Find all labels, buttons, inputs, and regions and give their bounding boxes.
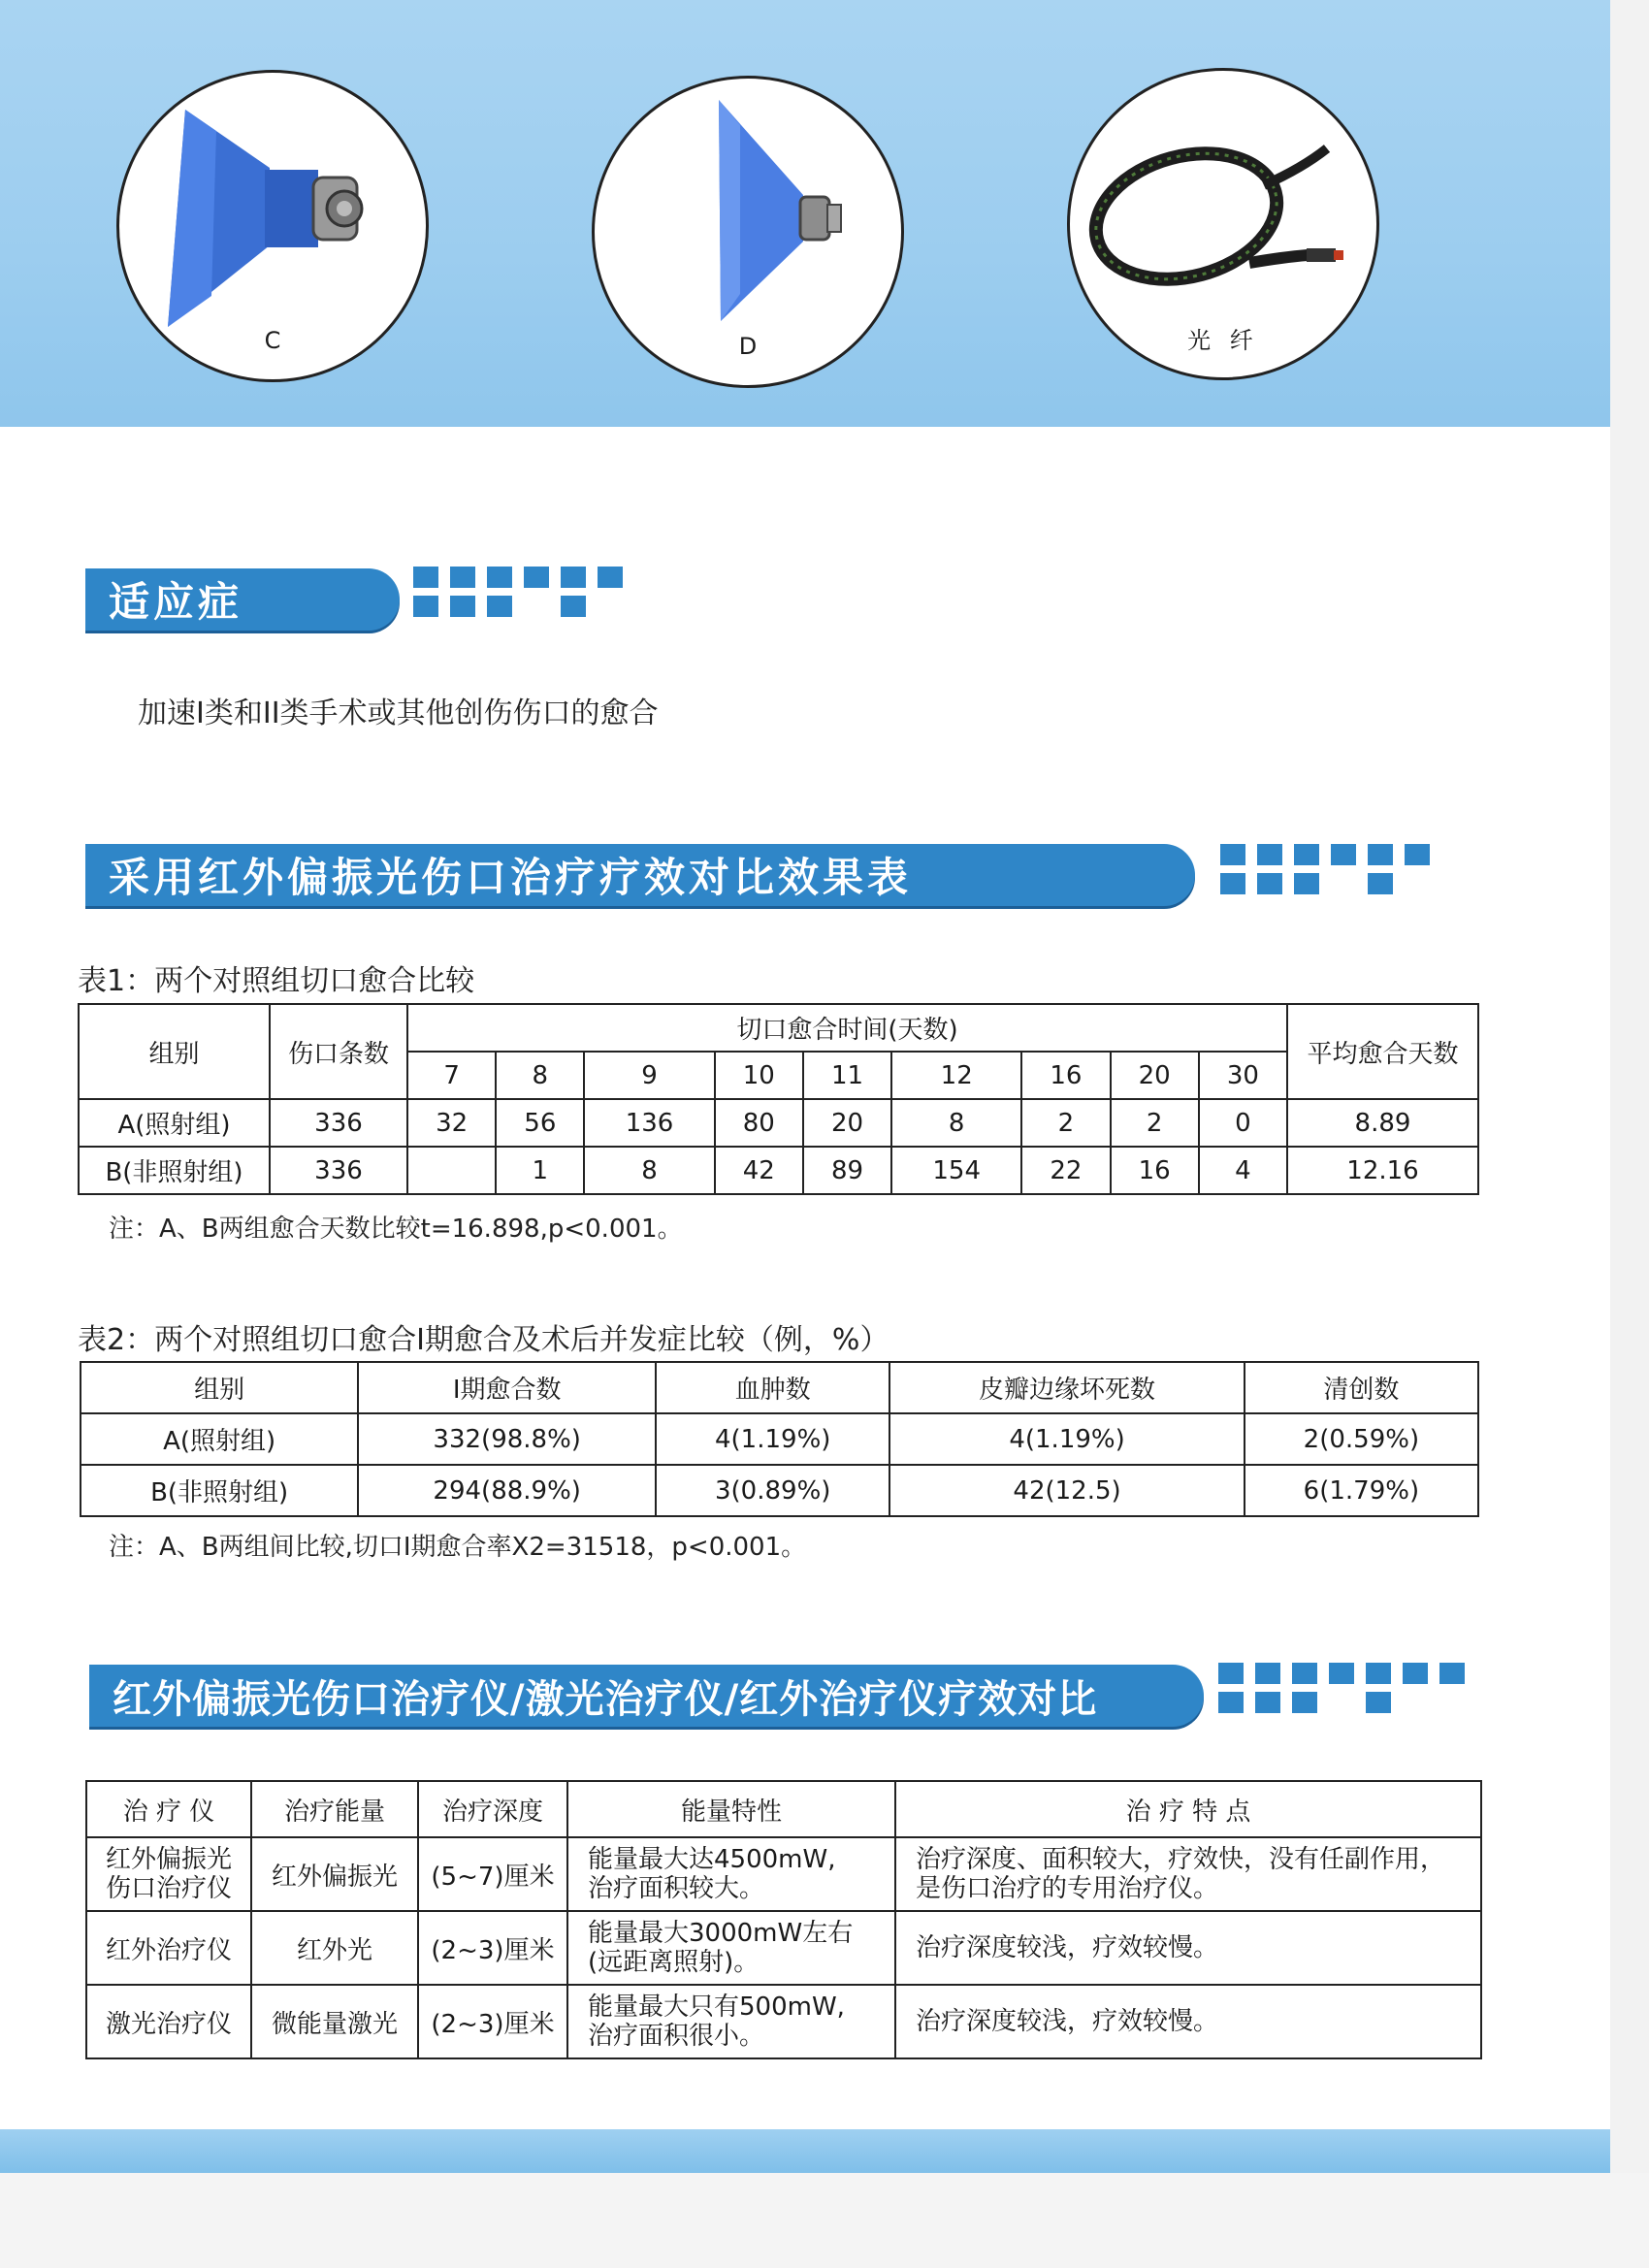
product-image-fiber: [1067, 68, 1379, 380]
t3-device-line: 伤口治疗仪: [105, 1874, 232, 1903]
t1-day: 12: [891, 1052, 1021, 1099]
t1-day: 20: [1111, 1052, 1199, 1099]
t1-cell: 8: [584, 1147, 714, 1194]
t1-cell: 16: [1111, 1147, 1199, 1194]
t1-cell-count: 336: [270, 1147, 407, 1194]
t1-cell: 22: [1021, 1147, 1110, 1194]
t1-day: 7: [407, 1052, 496, 1099]
t1-cell: 32: [407, 1099, 496, 1147]
t1-cell-group: A(照射组): [79, 1099, 270, 1147]
t1-cell: 2: [1111, 1099, 1199, 1147]
t2-cell: 332(98.8%): [358, 1413, 656, 1465]
t1-cell: 4: [1199, 1147, 1287, 1194]
t3-cell-device: [86, 1911, 251, 1985]
t3-device-line: 红外偏振光: [105, 1845, 232, 1874]
indications-text: 加速I类和II类手术或其他创伤伤口的愈合: [138, 697, 659, 730]
product-image-c: [116, 70, 429, 382]
table-row: [86, 1837, 1481, 1911]
t3-header: 治 疗 仪: [86, 1781, 251, 1837]
image-caption-d: D: [738, 333, 758, 360]
image-caption-fiber: 光 纤: [1187, 327, 1259, 354]
t1-cell: 154: [891, 1147, 1021, 1194]
t3-cell-trait: [895, 1985, 1481, 2058]
t1-cell: 8: [891, 1099, 1021, 1147]
t3-cell-energy: 红外偏振光: [251, 1837, 418, 1911]
table1-caption: 表1：两个对照组切口愈合比较: [78, 964, 475, 998]
t2-header: 皮瓣边缘坏死数: [889, 1362, 1244, 1413]
t3-trait-line: 治疗深度、面积较大，疗效快，没有任副作用，: [916, 1845, 1446, 1874]
t1-cell: 80: [715, 1099, 803, 1147]
t3-feature-line: 治疗面积很小。: [588, 2022, 765, 2051]
t3-cell-feature: [567, 1985, 895, 2058]
t3-header: 治 疗 特 点: [895, 1781, 1481, 1837]
t2-cell: 4(1.19%): [889, 1413, 1244, 1465]
heading-decoration-3: [1218, 1663, 1465, 1713]
t1-day: 30: [1199, 1052, 1287, 1099]
t1-day: 10: [715, 1052, 803, 1099]
t3-cell-depth: (5~7)厘米: [418, 1837, 567, 1911]
t1-cell-avg: 12.16: [1287, 1147, 1478, 1194]
page-edge: [1610, 0, 1649, 2268]
table1: [78, 1003, 1479, 1195]
t1-cell-count: 336: [270, 1099, 407, 1147]
t1-day: 11: [803, 1052, 891, 1099]
t1-cell: 89: [803, 1147, 891, 1194]
t2-header: 清创数: [1245, 1362, 1478, 1413]
comparison-title: 采用红外偏振光伤口治疗疗效对比效果表: [109, 854, 913, 901]
t2-cell: 6(1.79%): [1245, 1465, 1478, 1516]
t3-device-line: 激光治疗仪: [105, 2009, 232, 2039]
t2-header: I期愈合数: [358, 1362, 656, 1413]
t3-feature-line: 能量最大3000mW左右: [588, 1919, 854, 1948]
t3-header: 能量特性: [567, 1781, 895, 1837]
t1-cell-group: B(非照射组): [79, 1147, 270, 1194]
t2-cell: 294(88.9%): [358, 1465, 656, 1516]
t1-day: 9: [584, 1052, 714, 1099]
table-row: [81, 1413, 1478, 1465]
footer-margin: [0, 2173, 1649, 2268]
t1-cell: 20: [803, 1099, 891, 1147]
t1-header-avg: 平均愈合天数: [1287, 1004, 1478, 1099]
t3-trait-line: 是伤口治疗的专用治疗仪。: [916, 1874, 1219, 1903]
t1-header-group: 组别: [79, 1004, 270, 1099]
t2-header: 组别: [81, 1362, 358, 1413]
image-caption-c: C: [264, 327, 281, 354]
t1-cell: 0: [1199, 1099, 1287, 1147]
indications-title: 适应症: [109, 578, 243, 626]
t1-cell: 42: [715, 1147, 803, 1194]
t3-cell-depth: (2~3)厘米: [418, 1985, 567, 2058]
t3-header: 治疗深度: [418, 1781, 567, 1837]
table-row: [81, 1465, 1478, 1516]
device-comparison-heading: [89, 1665, 1204, 1727]
t2-cell: 3(0.89%): [656, 1465, 889, 1516]
t2-header: 血肿数: [656, 1362, 889, 1413]
t1-cell: 2: [1021, 1099, 1110, 1147]
t1-cell-avg: 8.89: [1287, 1099, 1478, 1147]
comparison-heading: [85, 844, 1195, 906]
table2-note: 注：A、B两组间比较,切口I期愈合率X2=31518，p<0.001。: [109, 1533, 807, 1562]
t1-header-time: 切口愈合时间(天数): [407, 1004, 1287, 1052]
t3-trait-line: 治疗深度较浅，疗效较慢。: [916, 2007, 1219, 2036]
t3-feature-line: 治疗面积较大。: [588, 1874, 765, 1903]
footer-blue-band: [0, 2129, 1610, 2173]
table3: [85, 1780, 1482, 2059]
table-row: [79, 1099, 1478, 1147]
t3-cell-depth: (2~3)厘米: [418, 1911, 567, 1985]
t3-device-line: 红外治疗仪: [105, 1935, 232, 1965]
table1-note: 注：A、B两组愈合天数比较t=16.898,p<0.001。: [109, 1215, 683, 1244]
t3-feature-line: 能量最大达4500mW,: [588, 1845, 836, 1874]
table-row: [86, 1985, 1481, 2058]
t3-cell-device: [86, 1985, 251, 2058]
t1-header-count: 伤口条数: [270, 1004, 407, 1099]
t1-cell: 1: [496, 1147, 584, 1194]
t3-cell-feature: [567, 1911, 895, 1985]
t3-cell-trait: [895, 1911, 1481, 1985]
t1-cell: 56: [496, 1099, 584, 1147]
device-comparison-title: 红外偏振光伤口治疗仪/激光治疗仪/红外治疗仪疗效对比: [113, 1676, 1098, 1722]
t2-cell: 4(1.19%): [656, 1413, 889, 1465]
heading-decoration-1: [413, 567, 623, 617]
t3-cell-energy: 红外光: [251, 1911, 418, 1985]
table-row: [86, 1911, 1481, 1985]
heading-decoration-2: [1220, 844, 1430, 894]
t1-day: 16: [1021, 1052, 1110, 1099]
t2-cell: 2(0.59%): [1245, 1413, 1478, 1465]
t2-cell: 42(12.5): [889, 1465, 1244, 1516]
t2-cell: A(照射组): [81, 1413, 358, 1465]
t3-feature-line: 能量最大只有500mW,: [588, 1993, 845, 2022]
t1-cell: 136: [584, 1099, 714, 1147]
t3-header: 治疗能量: [251, 1781, 418, 1837]
product-image-d: [592, 76, 904, 388]
t3-trait-line: 治疗深度较浅，疗效较慢。: [916, 1933, 1219, 1962]
t3-cell-trait: [895, 1837, 1481, 1911]
t2-cell: B(非照射组): [81, 1465, 358, 1516]
indications-heading: [85, 568, 400, 631]
t3-cell-device: [86, 1837, 251, 1911]
t3-cell-energy: 微能量激光: [251, 1985, 418, 2058]
t1-day: 8: [496, 1052, 584, 1099]
t3-cell-feature: [567, 1837, 895, 1911]
t3-feature-line: (远距离照射)。: [588, 1948, 760, 1977]
table-row: [79, 1147, 1478, 1194]
table2-caption: 表2：两个对照组切口愈合I期愈合及术后并发症比较（例，%）: [78, 1323, 889, 1357]
table2: [80, 1361, 1479, 1517]
t1-cell: [407, 1147, 496, 1194]
